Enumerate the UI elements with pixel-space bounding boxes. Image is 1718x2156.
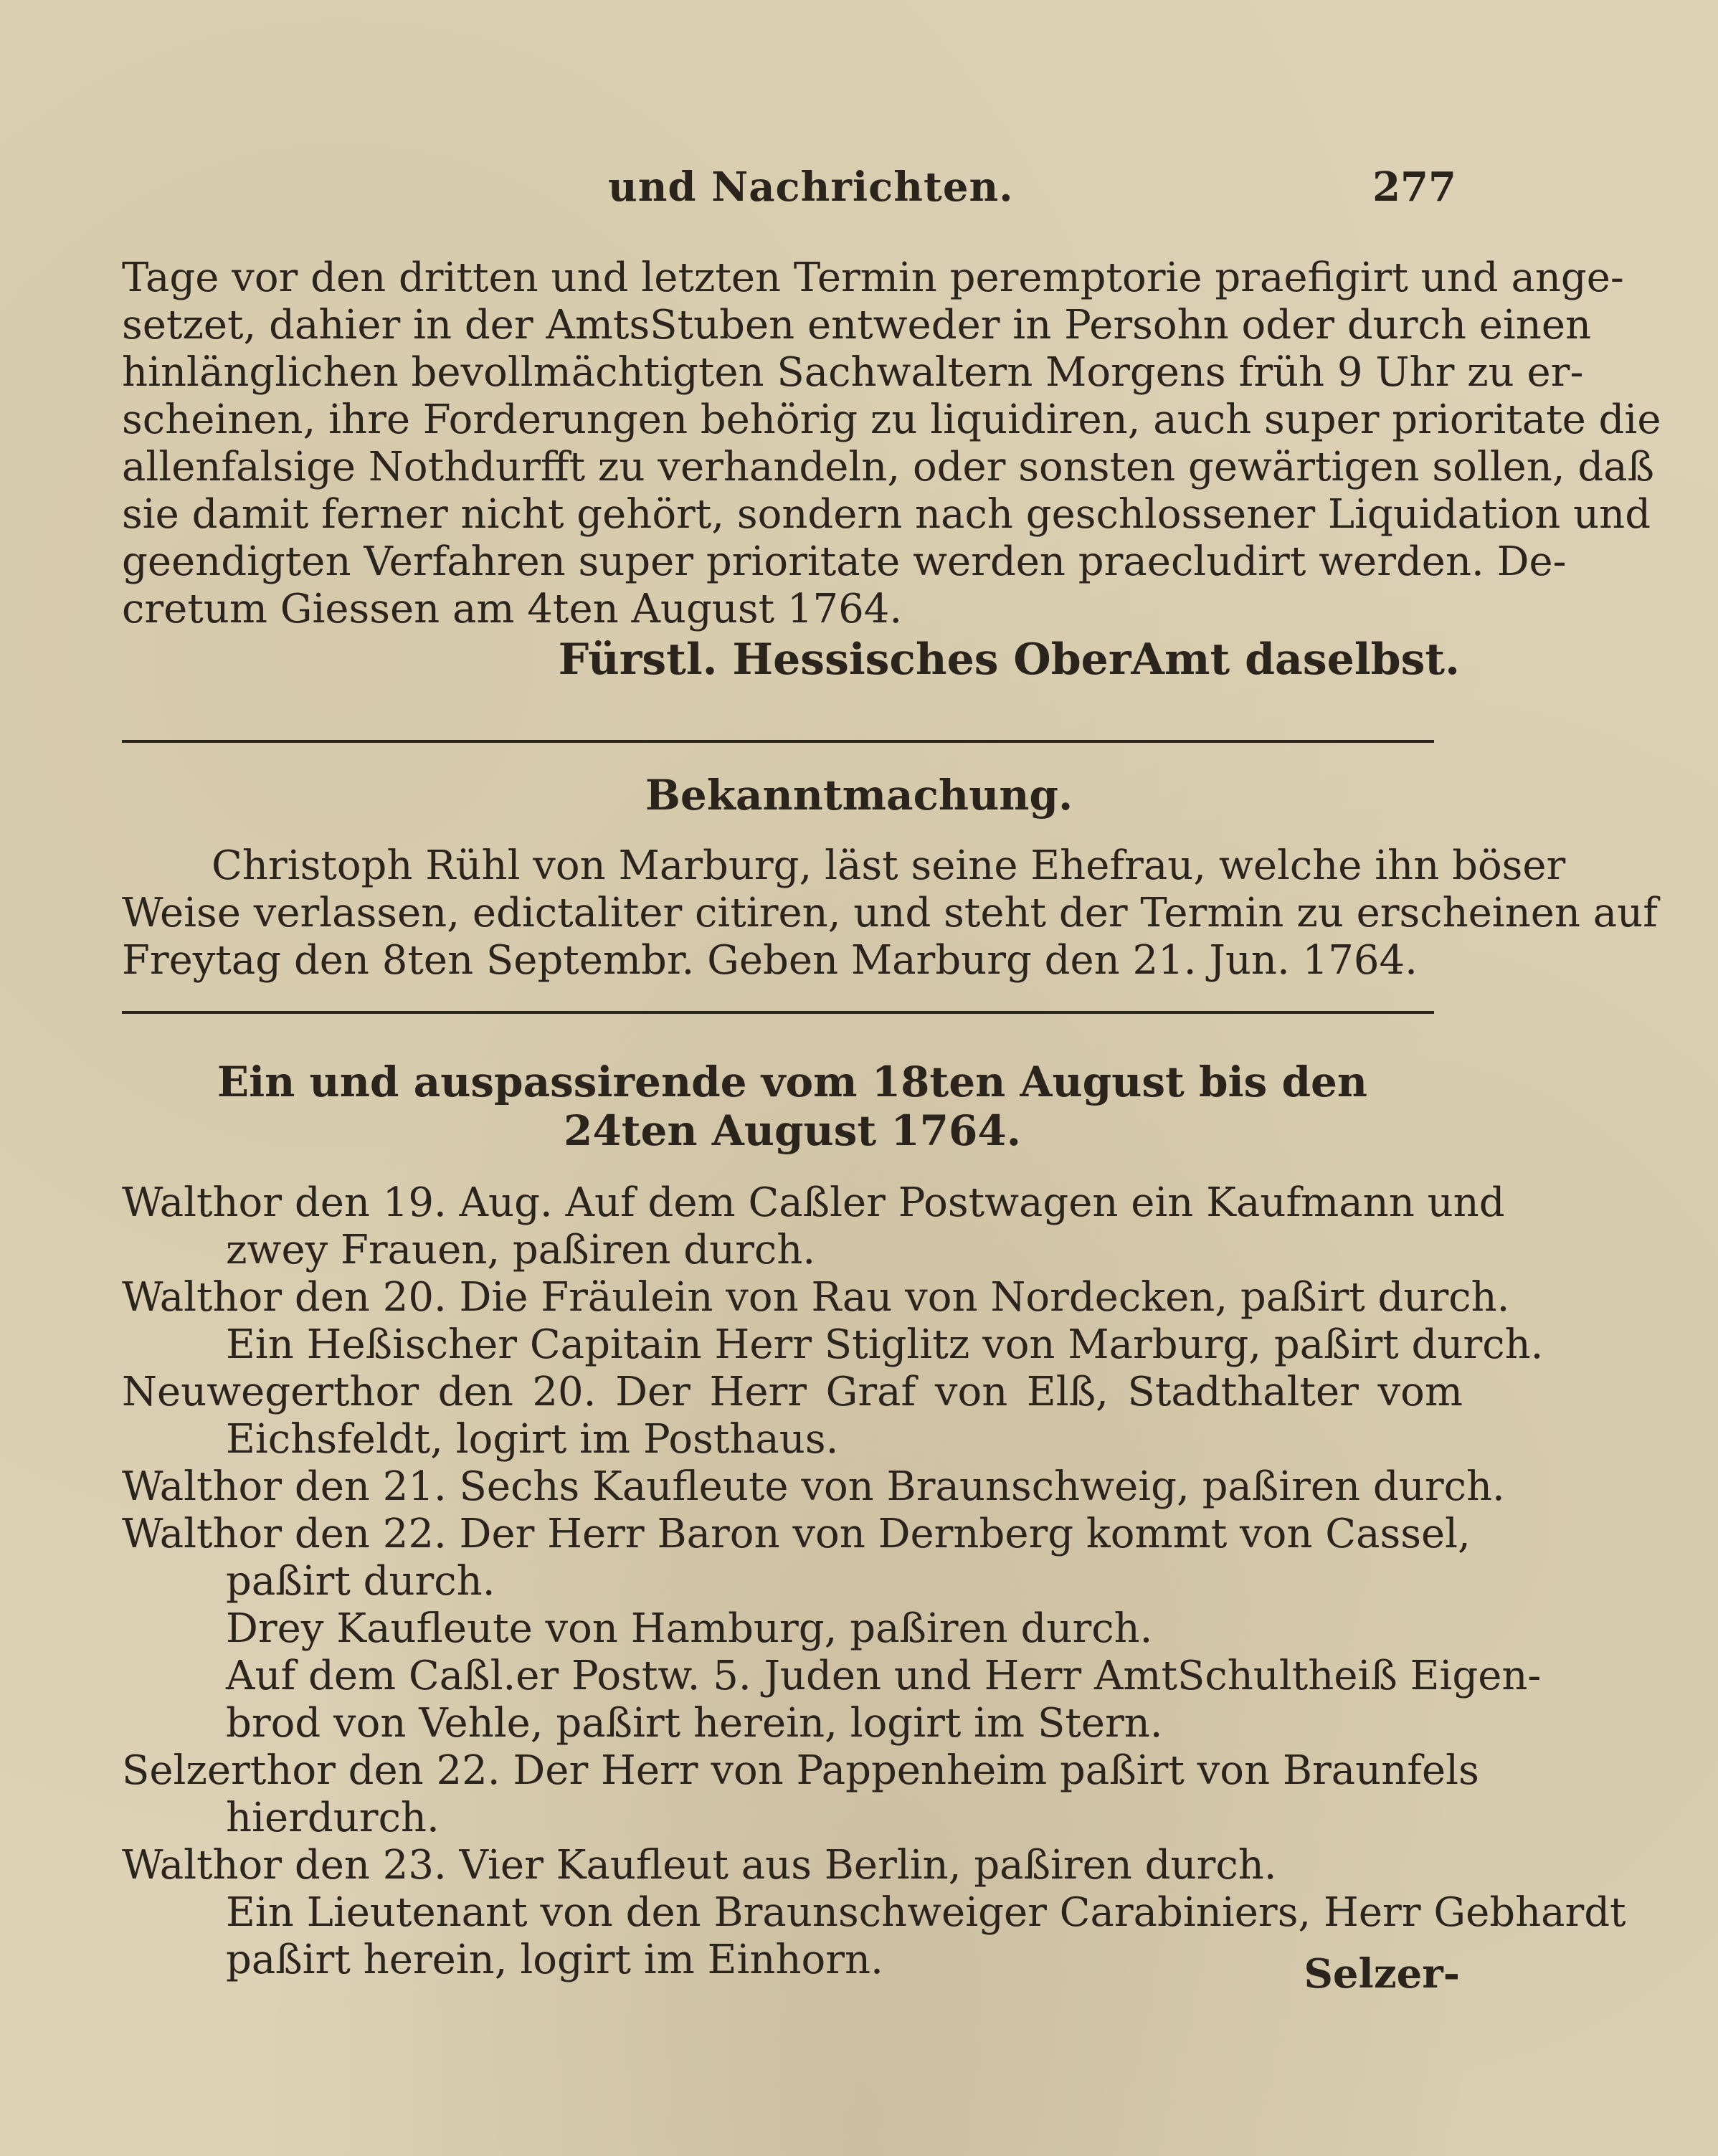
- running-title: und Nachrichten.: [608, 163, 1014, 211]
- traveller-line: paßirt durch.: [226, 1558, 495, 1605]
- travellers-list: [122, 1179, 1626, 1984]
- notice-line: Tage vor den dritten und letzten Termin peremptorie praefigirt und ange-: [122, 255, 1624, 301]
- traveller-line: Eichsfeldt, logirt im Posthaus.: [226, 1416, 839, 1463]
- notice-line: sie damit ferner nicht gehört, sondern nach geschlossener Liquidation und: [122, 491, 1651, 538]
- notice-line: allenfalsige Nothdurfft zu verhandeln, oder sonsten gewärtigen sollen, daß: [122, 444, 1655, 490]
- announcement-body: [122, 842, 1658, 984]
- traveller-line: Auf dem Caßl.er Postw. 5. Juden und Herr AmtSchultheiß Eigen-: [226, 1653, 1542, 1699]
- notice-line: cretum Giessen am 4ten August 1764.: [122, 586, 903, 632]
- traveller-line: Drey Kaufleute von Hamburg, paßiren durch.: [226, 1605, 1153, 1652]
- announcement-line: Christoph Rühl von Marburg, läst seine Ehefrau, welche ihn böser: [212, 842, 1566, 889]
- traveller-line: Walthor den 21. Sechs Kaufleute von Braunschweig, paßiren durch.: [122, 1463, 1505, 1510]
- traveller-line: Ein Lieutenant von den Braunschweiger Carabiniers, Herr Gebhardt: [226, 1889, 1626, 1936]
- traveller-line: Neuwegerthor den 20. Der Herr Graf von Elß, Stadthalter vom: [122, 1369, 1463, 1415]
- traveller-line: Walthor den 23. Vier Kaufleut aus Berlin, paßiren durch.: [122, 1842, 1277, 1889]
- traveller-line: Walthor den 19. Aug. Auf dem Caßler Postwagen ein Kaufmann und: [122, 1179, 1505, 1226]
- travellers-heading: [122, 1058, 1463, 1155]
- notice-continuation: [122, 255, 1661, 633]
- notice-line: geendigten Verfahren super prioritate werden praecludirt werden. De-: [122, 538, 1567, 585]
- catchword: Selzer-: [1304, 1950, 1460, 1998]
- page-header: [0, 163, 1718, 228]
- page-number: 277: [1372, 163, 1456, 211]
- travellers-heading-line: Ein und auspassirende vom 18ten August bis den: [217, 1058, 1368, 1106]
- traveller-line: Walthor den 20. Die Fräulein von Rau von Nordecken, paßirt durch.: [122, 1274, 1510, 1321]
- traveller-line: Walthor den 22. Der Herr Baron von Dernberg kommt von Cassel,: [122, 1511, 1471, 1557]
- section-divider: [122, 740, 1434, 743]
- notice-line: hinlänglichen bevollmächtigten Sachwaltern Morgens früh 9 Uhr zu er-: [122, 349, 1584, 396]
- traveller-line: hierdurch.: [226, 1795, 440, 1841]
- traveller-line: paßirt herein, logirt im Einhorn.: [226, 1937, 883, 1983]
- announcement-title: Bekanntmachung.: [645, 771, 1073, 820]
- announcement-line: Weise verlassen, edictaliter citiren, und steht der Termin zu erscheinen auf: [122, 890, 1658, 936]
- traveller-line: brod von Vehle, paßirt herein, logirt im Stern.: [226, 1700, 1163, 1747]
- traveller-line: Selzerthor den 22. Der Herr von Pappenheim paßirt von Braunfels: [122, 1747, 1479, 1794]
- traveller-line: zwey Frauen, paßiren durch.: [226, 1227, 816, 1273]
- notice-line: setzet, dahier in der AmtsStuben entweder in Persohn oder durch einen: [122, 302, 1592, 348]
- notice-line: scheinen, ihre Forderungen behörig zu liquidiren, auch super prioritate die: [122, 396, 1661, 443]
- section-divider: [122, 1011, 1434, 1014]
- notice-signature: Fürstl. Hessisches OberAmt daselbst.: [558, 635, 1460, 685]
- traveller-line: Ein Heßischer Capitain Herr Stiglitz von Marburg, paßirt durch.: [226, 1321, 1544, 1368]
- travellers-heading-line: 24ten August 1764.: [564, 1106, 1021, 1155]
- announcement-line: Freytag den 8ten Septembr. Geben Marburg den 21. Jun. 1764.: [122, 937, 1418, 984]
